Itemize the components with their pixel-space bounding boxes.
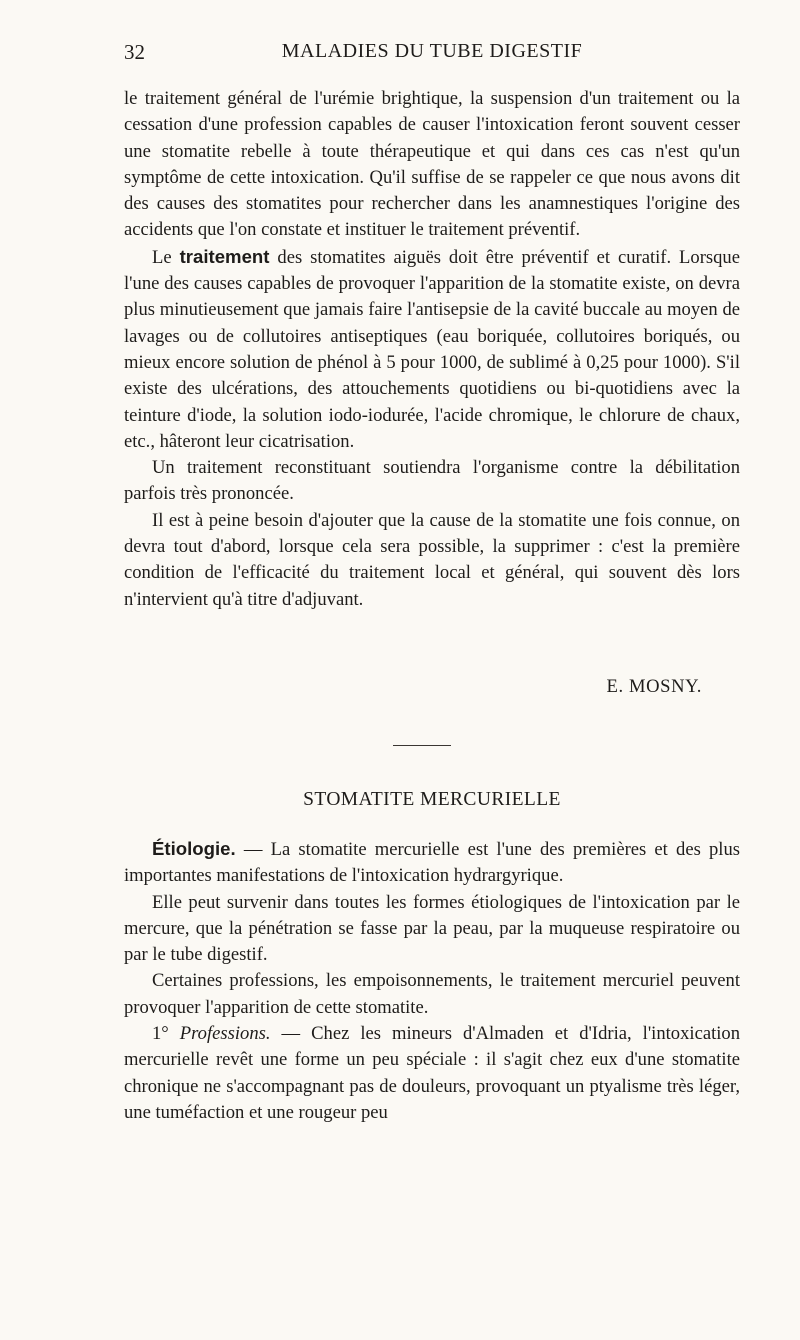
paragraph-acute-treatment-text: des stomatites aiguës doit être préventif et curatif. Lorsque l'une des causes capables de provoquer l'apparition de la stomatite existe, on devra plus minutieusement que jamais faire l'antisepsie de la cavité buccale au moyen de lavages ou de collutoires antiseptiques (eau boriquée, collutoires boriqués, ou mieux encore solution de phénol à 5 pour 1000, de sublimé à 0,25 pour 1000). S'il existe des ulcérations, des attouchements quotidiens ou bi-quotidiens avec la teinture d'iode, la solution iodo-iodurée, l'acide chromique, le chlorure de chaux, etc., hâteront leur cicatrisation. [124,246,740,452]
paragraph-intoxication-forms: Elle peut survenir dans toutes les formes étiologiques de l'intoxication par le mercure, que la pénétration se fasse par la peau, par la muqueuse respiratoire ou par le tube digestif. [124,891,740,966]
paragraph-professions-text: — Chez les mineurs d'Almaden et d'Idria, l'intoxication mercurielle revêt une forme un peu spéciale : il s'agit chez eux d'une stomatite chronique ne s'accompagnant pas de douleurs, provoquant un ptyalisme très léger, une tuméfaction et une rougeur peu [124,1023,740,1123]
author-signature: E. MOSNY. [606,676,702,697]
paragraph-acute-treatment [124,244,740,455]
paragraph-professions [124,1021,740,1126]
keyword-professions: Professions. [179,1023,271,1045]
treatment-section [124,86,740,613]
mercurial-stomatitis-section [124,836,740,1126]
paragraph-lead-word: Le [152,246,172,268]
paragraph-etiology [124,836,740,890]
paragraph-cause-removal: Il est à peine besoin d'ajouter que la cause de la stomatite une fois connue, on devra tout d'abord, lorsque cela sera possible, la supprimer : c'est la première condition de l'efficacité du traitement local et général, qui souvent dès lors n'intervient qu'à titre d'adjuvant. [124,509,740,610]
page-number: 32 [124,40,145,64]
section-divider [393,745,451,746]
keyword-traitement: traitement [179,245,270,267]
running-title: MALADIES DU TUBE DIGESTIF [281,40,583,62]
paragraph-reconstituent: Un traitement reconstituant soutiendra l'organisme contre la débilitation parfois très prononcée. [124,457,740,505]
keyword-etiologie: Étiologie. [152,838,236,859]
paragraph-causes: Certaines professions, les empoisonnements, le traitement mercuriel peuvent provoquer l'apparition de cette stomatite. [124,970,740,1018]
running-head [124,40,740,68]
section-title: STOMATITE MERCURIELLE [303,789,561,810]
paragraph-etiology-text: — La stomatite mercurielle est l'une des premières et des plus importantes manifestations de l'intoxication hydrargyrique. [124,839,740,887]
paragraph-uremia-treatment: le traitement général de l'urémie brightique, la suspension d'un traitement ou la cessation d'une profession capables de causer l'intoxication feront souvent cesser une stomatite rebelle à toute thérapeutique et qui dans ces cas n'est qu'un symptôme de cette intoxication. Qu'il suffise de se rappeler ce que nous avons dit des causes des stomatites pour rechercher dans les anamnestiques l'origine des accidents que l'on constate et instituer le traitement préventif. [124,88,740,241]
list-number: 1° [152,1023,169,1045]
